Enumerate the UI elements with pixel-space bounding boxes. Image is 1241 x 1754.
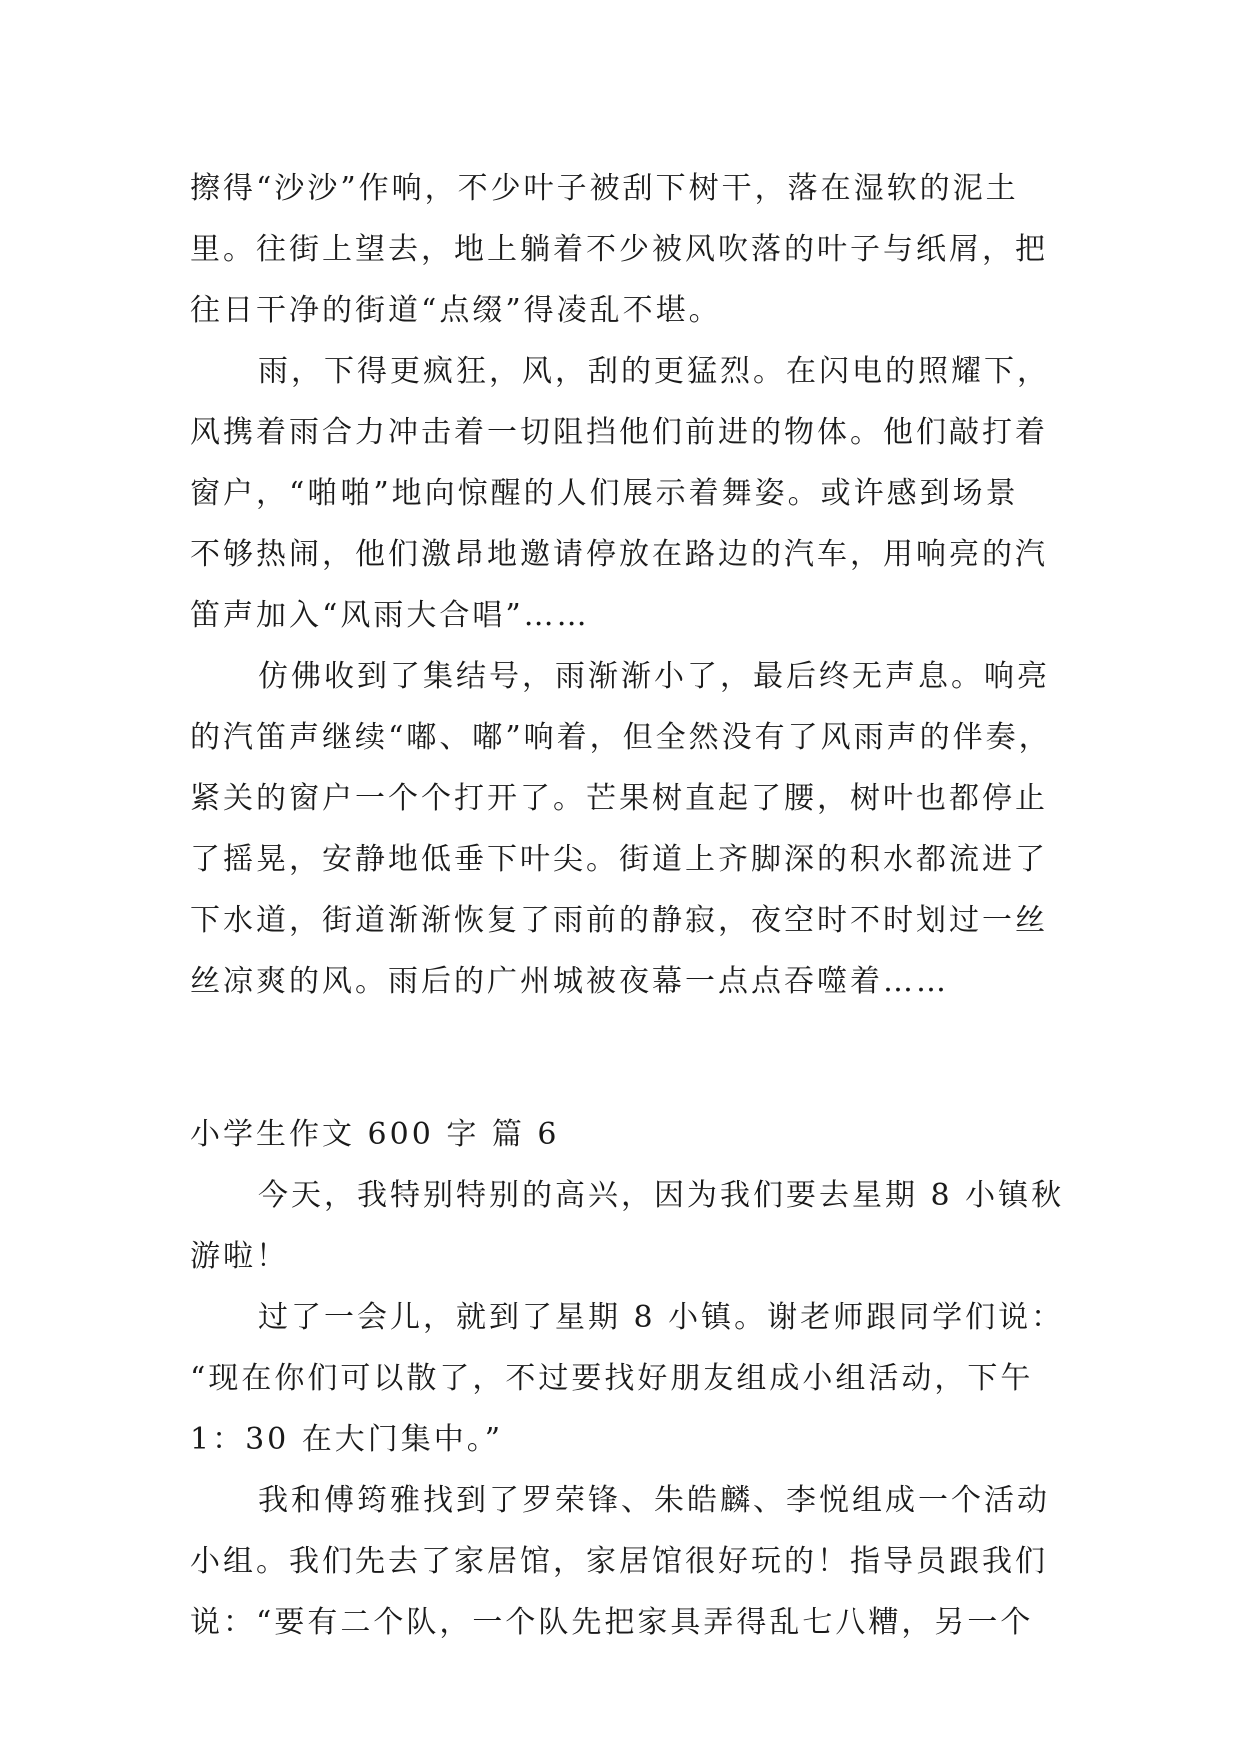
text-line: 1：30 在大门集中。”: [190, 1422, 504, 1457]
text-line: 小组。我们先去了家居馆，家居馆很好玩的！指导员跟我们: [190, 1544, 1048, 1579]
text-line: 的汽笛声继续“嘟、嘟”响着，但全然没有了风雨声的伴奏，: [190, 720, 1052, 755]
paragraph-1: [190, 158, 1060, 341]
paragraph-2: [190, 341, 1060, 646]
text-line: 风携着雨合力冲击着一切阻挡他们前进的物体。他们敲打着: [190, 415, 1048, 450]
paragraph-4: [190, 1165, 1065, 1287]
text-line: 丝凉爽的风。雨后的广州城被夜幕一点点吞噬着……: [190, 964, 949, 999]
document-page: [190, 158, 1065, 1653]
text-line: 今天，我特别特别的高兴，因为我们要去星期 8 小镇秋: [258, 1178, 1065, 1213]
text-line: 过了一会儿，就到了星期 8 小镇。谢老师跟同学们说：: [258, 1300, 1065, 1335]
text-line: 说：“要有二个队，一个队先把家具弄得乱七八糟，另一个: [190, 1605, 1034, 1640]
text-line: 里。往街上望去，地上躺着不少被风吹落的叶子与纸屑，把: [190, 232, 1048, 267]
text-line: 我和傅筠雅找到了罗荣锋、朱皓麟、李悦组成一个活动: [258, 1483, 1050, 1518]
text-line: 擦得“沙沙”作响，不少叶子被刮下树干，落在湿软的泥土: [190, 171, 1019, 206]
text-line: 窗户，“啪啪”地向惊醒的人们展示着舞姿。或许感到场景: [190, 476, 1019, 511]
section-heading: 小学生作文 600 字 篇 6: [190, 1117, 560, 1152]
text-line: 了摇晃，安静地低垂下叶尖。街道上齐脚深的积水都流进了: [190, 842, 1048, 877]
text-line: 笛声加入“风雨大合唱”……: [190, 598, 590, 633]
text-line: 下水道，街道渐渐恢复了雨前的静寂，夜空时不时划过一丝: [190, 903, 1048, 938]
text-line: 仿佛收到了集结号，雨渐渐小了，最后终无声息。响亮: [258, 659, 1050, 694]
paragraph-5: [190, 1287, 1065, 1470]
text-line: 游啦！: [190, 1239, 289, 1274]
text-line: “现在你们可以散了，不过要找好朋友组成小组活动，下午: [190, 1361, 1034, 1396]
section-gap: [190, 1012, 1060, 1104]
text-line: 不够热闹，他们激昂地邀请停放在路边的汽车，用响亮的汽: [190, 537, 1048, 572]
text-line: 雨，下得更疯狂，风，刮的更猛烈。在闪电的照耀下，: [258, 354, 1050, 389]
text-line: 往日干净的街道“点缀”得凌乱不堪。: [190, 293, 722, 328]
paragraph-3: [190, 646, 1060, 1012]
paragraph-6: [190, 1470, 1060, 1653]
text-line: 紧关的窗户一个个打开了。芒果树直起了腰，树叶也都停止: [190, 781, 1048, 816]
